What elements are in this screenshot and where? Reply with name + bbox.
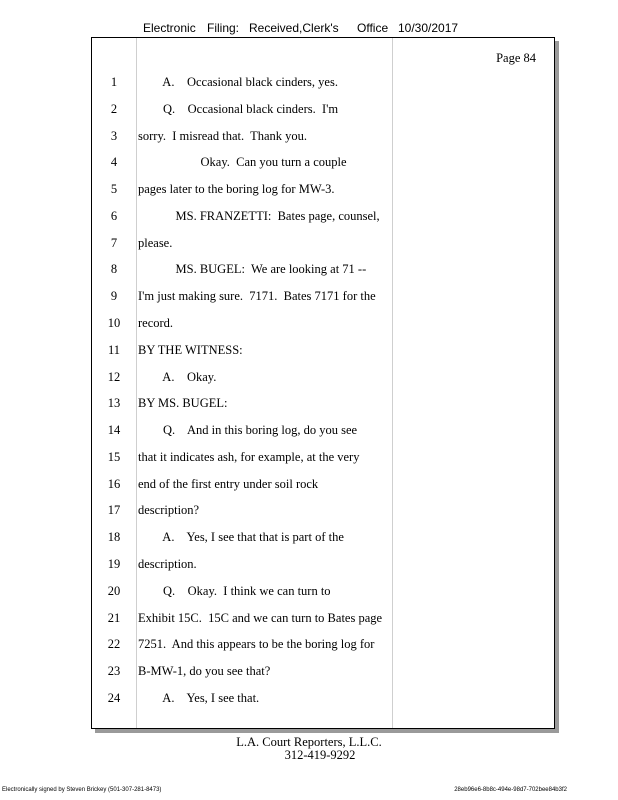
header-office: Office [357,21,389,35]
transcript-line: A. Yes, I see that that is part of the [138,530,344,544]
line-number: 12 [107,370,121,384]
line-number: 2 [110,102,118,116]
line-number: 5 [110,182,118,196]
line-number: 9 [110,289,118,303]
line-number: 1 [110,75,118,89]
transcript-line: MS. FRANZETTI: Bates page, counsel, [138,209,380,223]
line-number: 20 [107,584,121,598]
transcript-line: B-MW-1, do you see that? [138,664,271,678]
line-number: 6 [110,209,118,223]
page-number: Page 84 [496,51,536,65]
transcript-line: please. [138,236,173,250]
transcript-line: I'm just making sure. 7171. Bates 7171 for the [138,289,376,303]
line-number: 18 [107,530,121,544]
right-margin-rule [392,38,393,728]
line-number: 19 [107,557,121,571]
transcript-line: that it indicates ash, for example, at the very [138,450,360,464]
line-number: 21 [107,611,121,625]
transcript-line: pages later to the boring log for MW-3. [138,182,335,196]
signature-left: Electronically signed by Steven Brickey (501-307-281-8473) [2,787,162,793]
transcript-line: description. [138,557,197,571]
transcript-line: 7251. And this appears to be the boring log for [138,637,375,651]
line-number: 3 [110,129,118,143]
footer-phone: 312-419-9292 [284,748,356,762]
line-number: 23 [107,664,121,678]
transcript-line: MS. BUGEL: We are looking at 71 -- [138,262,367,276]
transcript-line: Q. Occasional black cinders. I'm [138,102,339,116]
line-number: 10 [107,316,121,330]
header-date: 10/30/2017 [398,21,459,35]
transcript-page [91,37,555,729]
line-number: 14 [107,423,121,437]
line-number: 7 [110,236,118,250]
header-received: Received,Clerk's [249,21,339,35]
left-margin-rule [136,38,137,728]
header-filing: Filing: [207,21,240,35]
line-number: 4 [110,155,118,169]
transcript-line: A. Okay. [138,370,217,384]
line-number: 16 [107,477,121,491]
filing-stamp-header [0,20,618,36]
transcript-line: A. Yes, I see that. [138,691,260,705]
transcript-line: Q. And in this boring log, do you see [138,423,358,437]
line-number: 24 [107,691,121,705]
line-number: 8 [110,262,118,276]
transcript-line: Exhibit 15C. 15C and we can turn to Bates page [138,611,383,625]
transcript-line: A. Occasional black cinders, yes. [138,75,338,89]
line-number: 15 [107,450,121,464]
transcript-line: sorry. I misread that. Thank you. [138,129,308,143]
signature-right: 28eb96e6-8b8c-494e-98d7-702bee84b3f2 [454,787,567,793]
line-number: 13 [107,396,121,410]
line-number: 22 [107,637,121,651]
transcript-line: record. [138,316,174,330]
footer-company: L.A. Court Reporters, L.L.C. [236,735,382,749]
transcript-line: end of the first entry under soil rock [138,477,319,491]
transcript-line: Okay. Can you turn a couple [138,155,347,169]
header-electronic: Electronic [143,21,196,35]
transcript-line: BY THE WITNESS: [138,343,243,357]
transcript-line: Q. Okay. I think we can turn to [138,584,331,598]
transcript-line: BY MS. BUGEL: [138,396,228,410]
line-number: 17 [107,503,121,517]
transcript-line: description? [138,503,200,517]
line-number: 11 [107,343,121,357]
